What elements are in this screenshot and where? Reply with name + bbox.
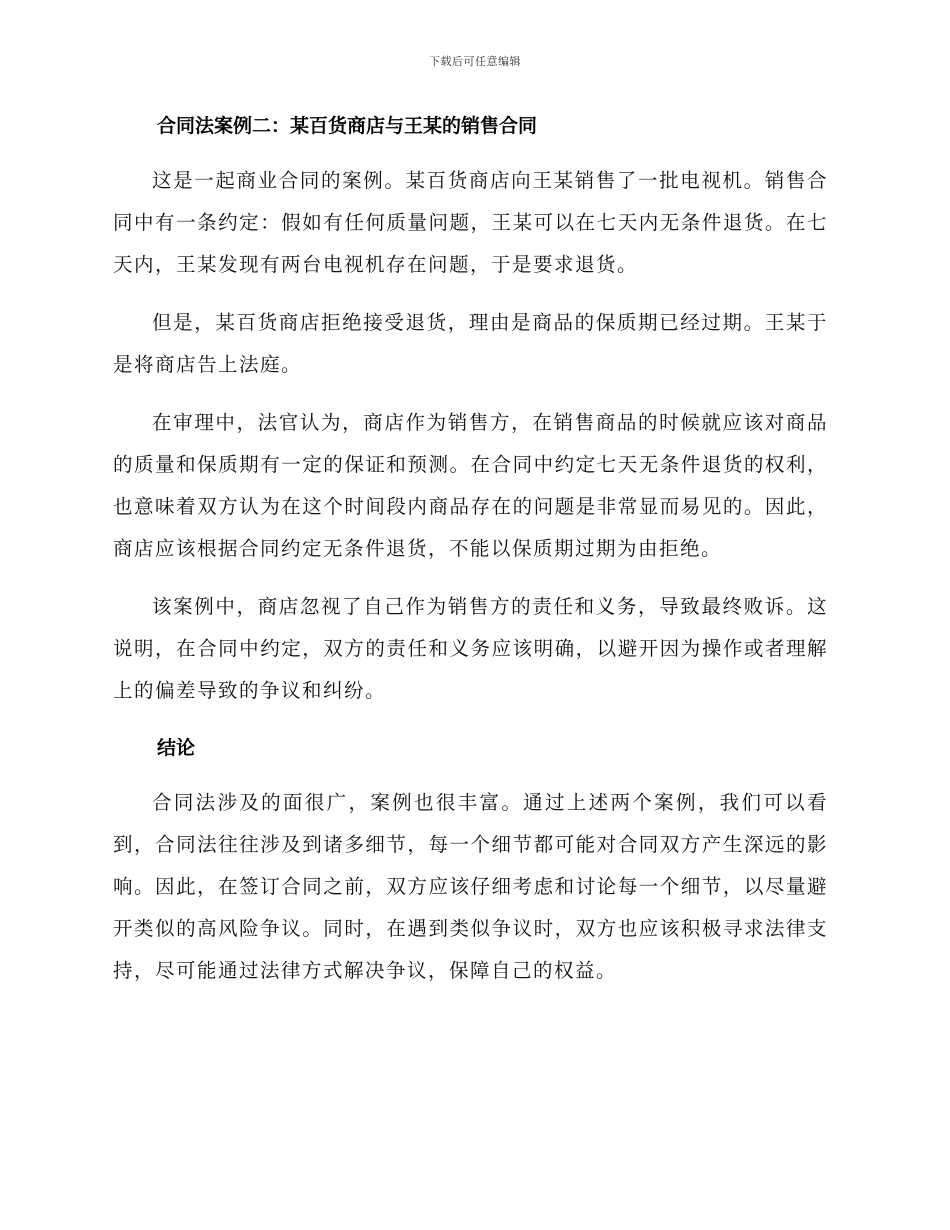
paragraph: 在审理中，法官认为，商店作为销售方，在销售商品的时候就应该对商品的质量和保质期有一定的保证和预测。在合同中约定七天无条件退货的权利，也意味着双方认为在这个时间段内商品存在的问题是非常显而易见的。因此，商店应该根据合同约定无条件退货，不能以保质期过期为由拒绝。 [113, 411, 828, 560]
paragraph: 这是一起商业合同的案例。某百货商店向王某销售了一批电视机。销售合同中有一条约定：假如有任何质量问题，王某可以在七天内无条件退货。在七天内，王某发现有两台电视机存在问题，于是要求退货。 [113, 169, 828, 276]
section-heading-conclusion: 结论 [157, 737, 196, 759]
paragraph: 该案例中，商店忽视了自己作为销售方的责任和义务，导致最终败诉。这说明，在合同中约定，双方的责任和义务应该明确，以避开因为操作或者理解上的偏差导致的争议和纠纷。 [113, 595, 828, 702]
header-note: 下载后可任意编辑 [429, 55, 521, 68]
document-body [113, 110, 828, 1008]
section-heading-case2: 合同法案例二：某百货商店与王某的销售合同 [157, 115, 538, 137]
paragraph: 但是，某百货商店拒绝接受退货，理由是商品的保质期已经过期。王某于是将商店告上法庭。 [113, 311, 828, 376]
paragraph: 合同法涉及的面很广，案例也很丰富。通过上述两个案例，我们可以看到，合同法往往涉及到诸多细节，每一个细节都可能对合同双方产生深远的影响。因此，在签订合同之前，双方应该仔细考虑和讨论每一个细节，以尽量避开类似的高风险争议。同时，在遇到类似争议时，双方也应该积极寻求法律支持，尽可能通过法律方式解决争议，保障自己的权益。 [113, 791, 828, 982]
